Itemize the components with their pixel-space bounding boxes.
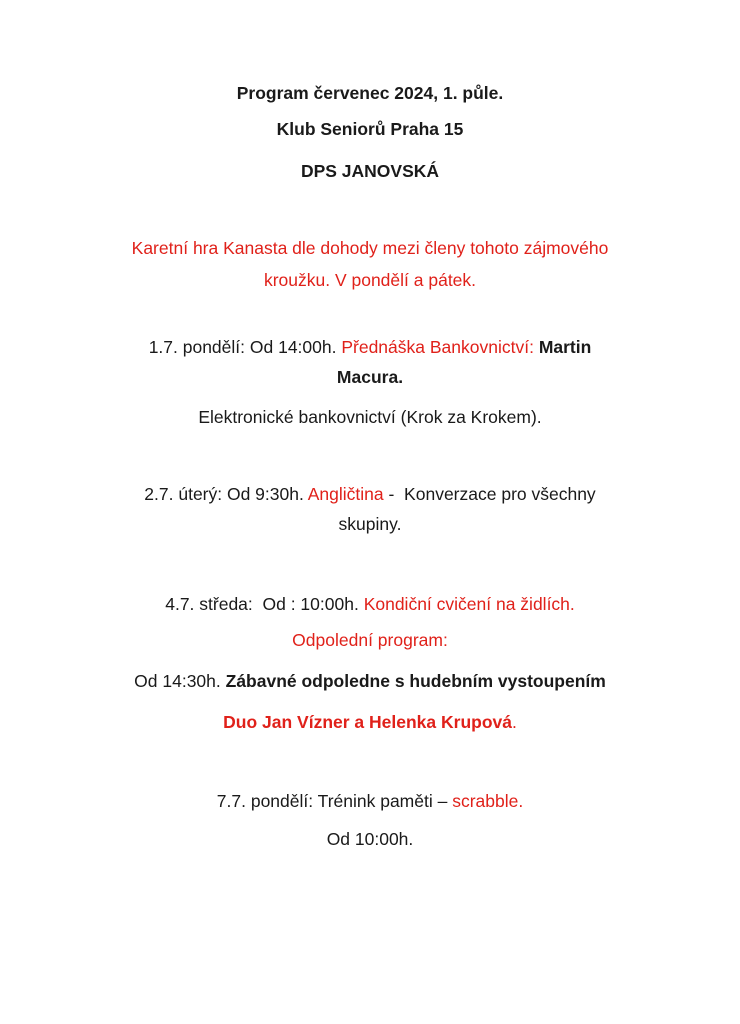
event-4-line-1: [40, 788, 700, 815]
event-3-afternoon-time: Od 14:30h.: [134, 671, 226, 691]
event-3-performers-end: .: [511, 712, 517, 732]
event-3-afternoon-title: Zábavné odpoledne s hudebním vystoupením: [225, 671, 606, 691]
event-4-time: Od 10:00h.: [326, 829, 414, 849]
event-1-topic: Přednáška Bankovnictví:: [341, 337, 539, 357]
club-name: Klub Seniorů Praha 15: [276, 119, 464, 139]
program-title: Program červenec 2024, 1. půle.: [236, 83, 504, 103]
intro-line-2: kroužku. V pondělí a pátek.: [263, 270, 477, 290]
event-3-line-1: [40, 591, 700, 618]
event-3-date: 4.7. středa: Od : 10:00h.: [165, 594, 364, 614]
event-4-topic: scrabble.: [452, 791, 524, 811]
event-3-topic: Kondiční cvičení na židlích.: [363, 594, 575, 614]
event-1-line-1: [40, 334, 700, 361]
event-3-afternoon-label: Odpolední program:: [292, 630, 448, 650]
event-2-line-2: skupiny.: [338, 514, 402, 534]
event-1-date: 1.7. pondělí: Od 14:00h.: [148, 337, 342, 357]
intro-line-1: Karetní hra Kanasta dle dohody mezi členy tohoto zájmového: [131, 238, 609, 258]
event-2-topic: Angličtina: [307, 484, 384, 504]
event-3-performers: Duo Jan Vízner a Helenka Krupová: [223, 712, 512, 732]
event-1-speaker-last: Macura.: [336, 367, 404, 387]
event-2-line-1: [40, 481, 700, 508]
place-name: DPS JANOVSKÁ: [300, 161, 440, 181]
event-1-detail: Elektronické bankovnictví (Krok za Krokem).: [198, 407, 542, 427]
event-2-rest: - Konverzace pro všechny: [383, 484, 596, 504]
event-3-afternoon-line: [40, 668, 700, 695]
event-3-performers-line: [40, 709, 700, 736]
event-4-date: 7.7. pondělí: Trénink paměti –: [216, 791, 453, 811]
event-2-date: 2.7. úterý: Od 9:30h.: [144, 484, 308, 504]
event-1-speaker-first: Martin: [538, 337, 592, 357]
